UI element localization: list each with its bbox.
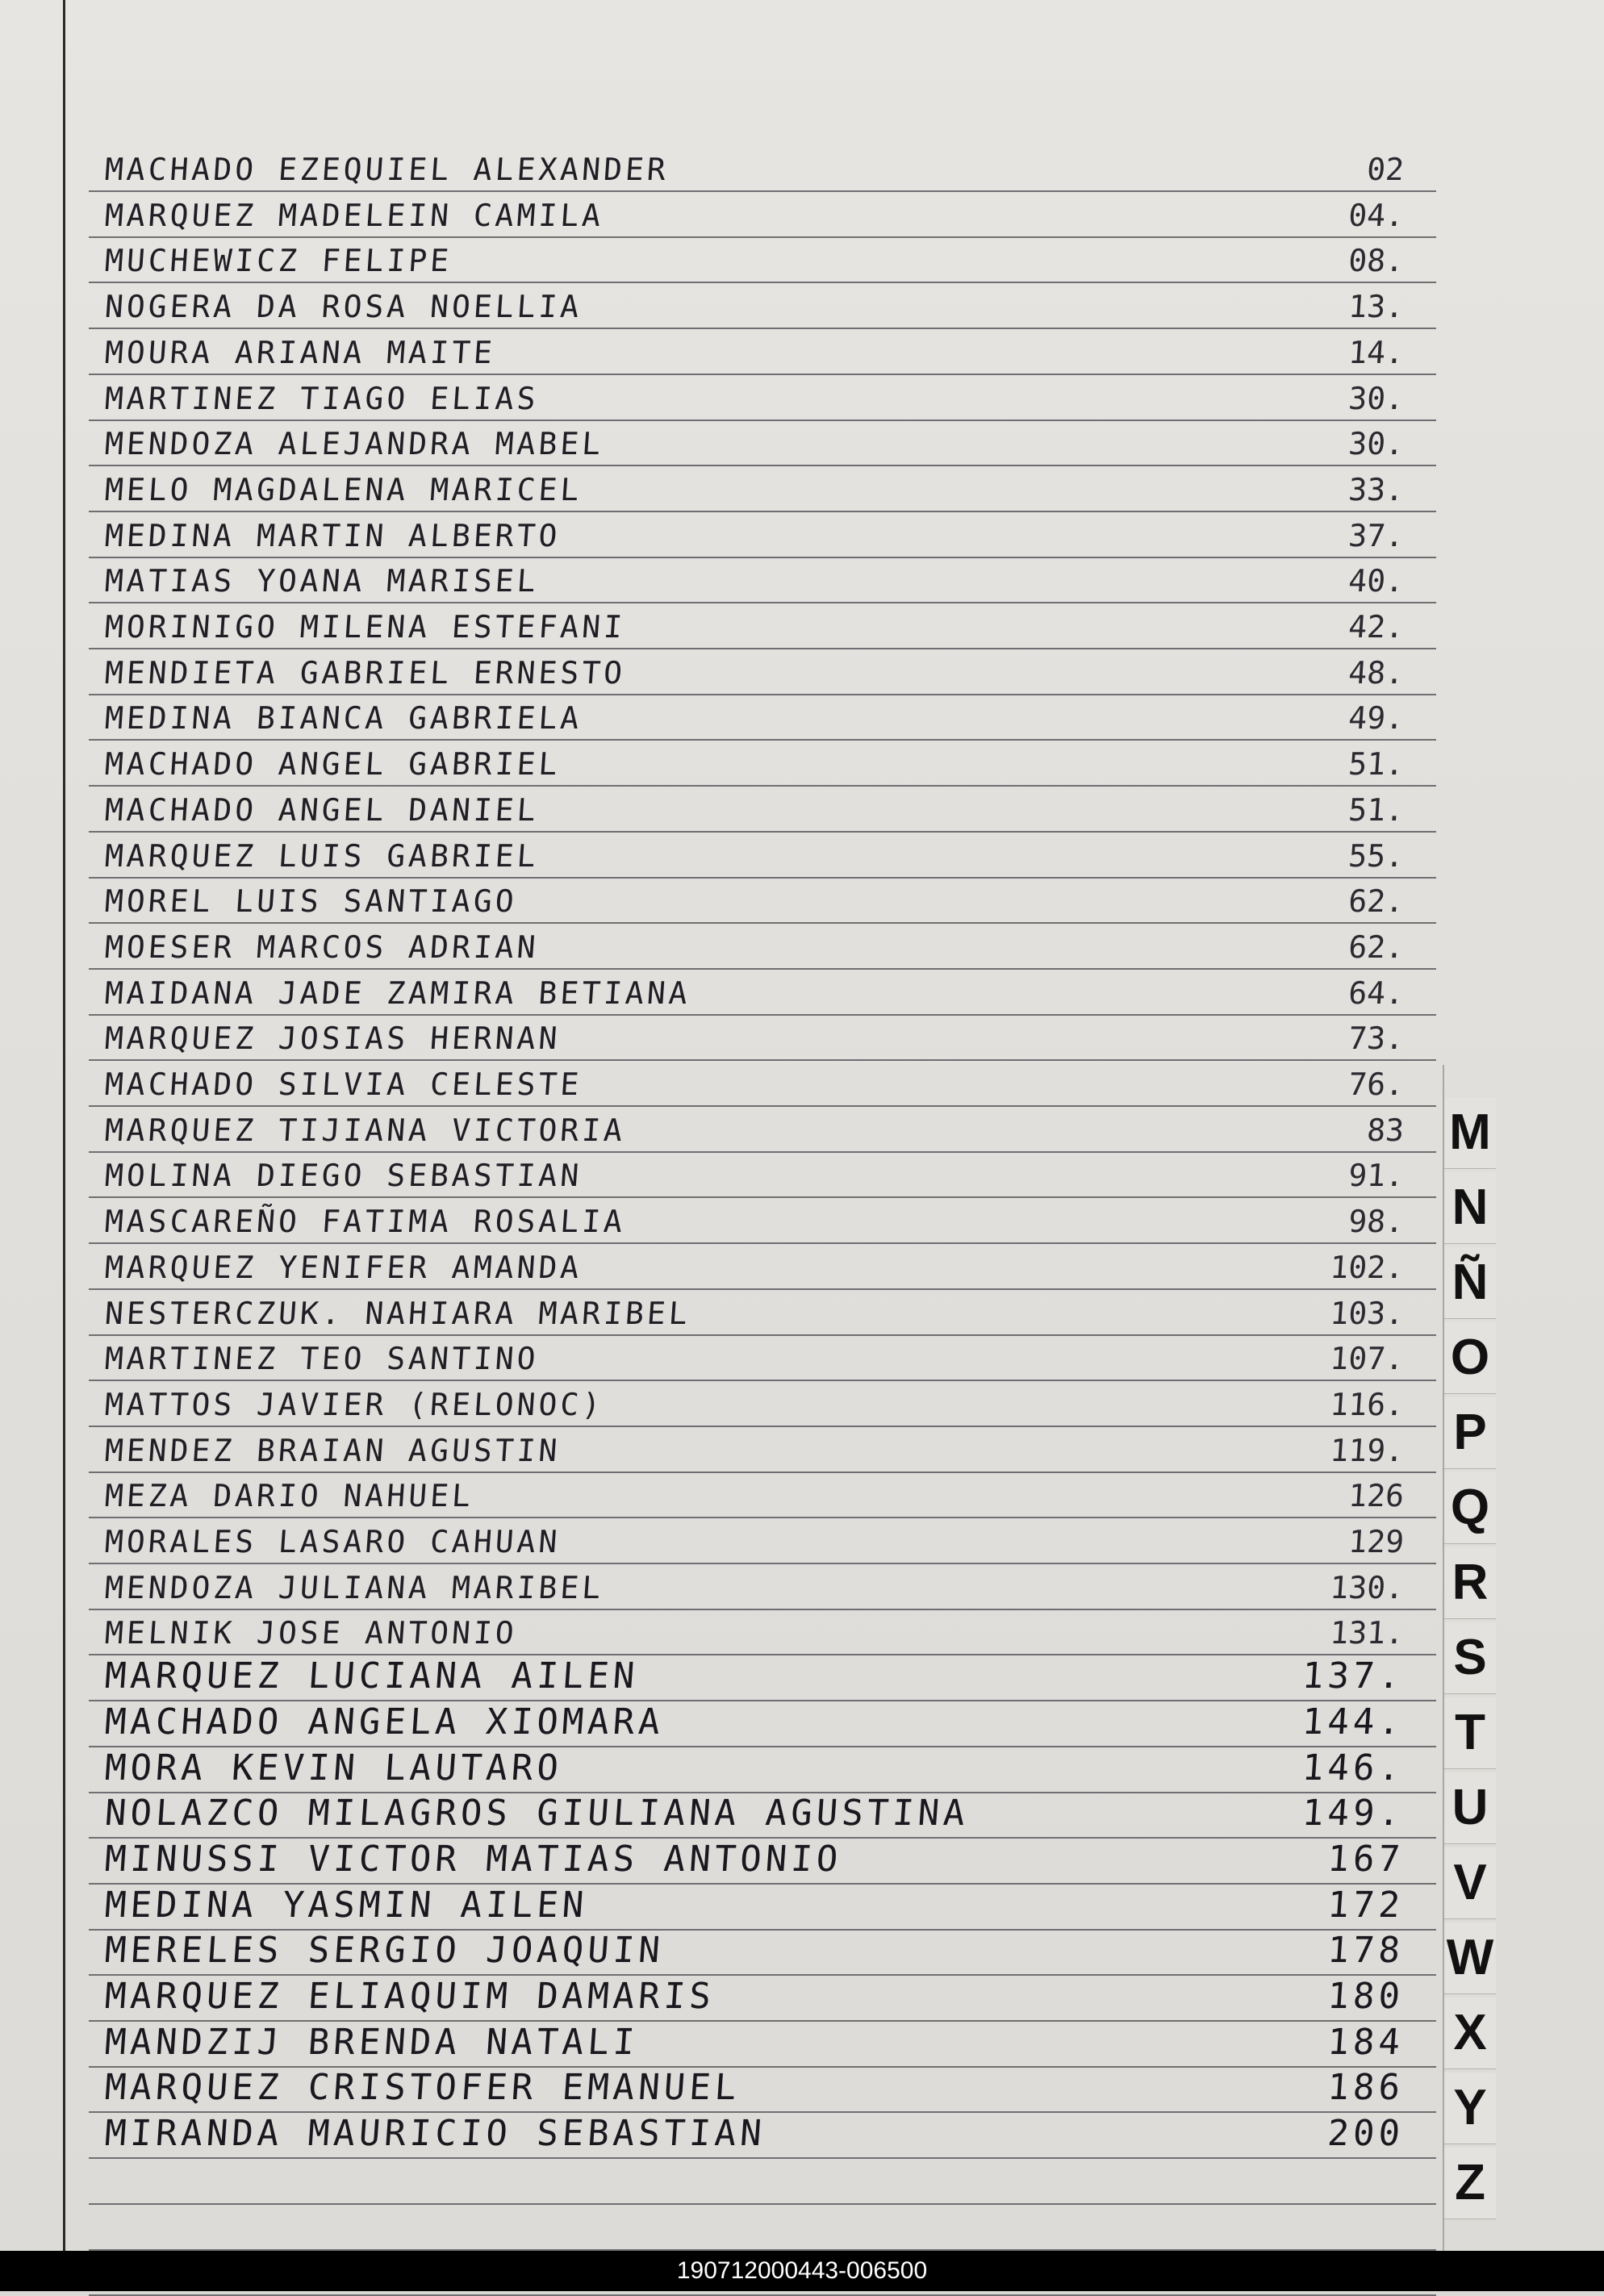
list-item bbox=[89, 284, 1436, 329]
entry-number: 91. bbox=[1347, 1158, 1406, 1194]
entry-name: MACHADO ANGEL GABRIEL bbox=[103, 746, 562, 783]
entry-name: MATTOS JAVIER (RELONOC) bbox=[103, 1386, 605, 1422]
index-tab[interactable]: Z bbox=[1444, 2148, 1496, 2219]
entry-number: 51. bbox=[1347, 791, 1406, 828]
list-item bbox=[89, 1428, 1436, 1473]
list-item bbox=[89, 971, 1436, 1016]
index-tab[interactable]: W bbox=[1444, 1922, 1496, 1994]
entry-number: 131. bbox=[1328, 1615, 1406, 1651]
index-tab[interactable]: T bbox=[1444, 1697, 1496, 1769]
entry-number: 64. bbox=[1347, 975, 1406, 1011]
entry-number: 107. bbox=[1328, 1341, 1406, 1377]
entry-name: MELNIK JOSE ANTONIO bbox=[103, 1615, 519, 1651]
list-item bbox=[89, 193, 1436, 238]
entry-name: MARQUEZ ELIAQUIM DAMARIS bbox=[103, 1976, 716, 2017]
entry-number: 130. bbox=[1328, 1569, 1406, 1605]
document-id: 190712000443-006500 bbox=[676, 2257, 928, 2284]
entry-number: 149. bbox=[1301, 1793, 1406, 1835]
list-item bbox=[89, 1153, 1436, 1198]
list-item bbox=[89, 833, 1436, 879]
entry-name: MIRANDA MAURICIO SEBASTIAN bbox=[103, 2113, 767, 2155]
entry-number: 98. bbox=[1347, 1204, 1406, 1240]
entry-number: 172 bbox=[1326, 1884, 1406, 1926]
index-tab[interactable]: S bbox=[1444, 1622, 1496, 1694]
entry-name: MOREL LUIS SANTIAGO bbox=[103, 883, 519, 920]
list-item bbox=[89, 421, 1436, 466]
entry-name: MEDINA BIANCA GABRIELA bbox=[103, 700, 583, 737]
list-item bbox=[89, 147, 1436, 192]
list-item bbox=[89, 604, 1436, 649]
entry-name: MEDINA YASMIN AILEN bbox=[103, 1884, 590, 1926]
entry-number: 02 bbox=[1365, 152, 1406, 187]
entry-name: MENDOZA ALEJANDRA MABEL bbox=[103, 426, 605, 462]
list-item bbox=[89, 2023, 1436, 2068]
entry-name: MARQUEZ CRISTOFER EMANUEL bbox=[103, 2067, 742, 2109]
list-item bbox=[89, 925, 1436, 970]
entry-name: MACHADO SILVIA CELESTE bbox=[103, 1067, 583, 1102]
entry-name: MACHADO ANGELA XIOMARA bbox=[103, 1701, 666, 1743]
entry-number: 62. bbox=[1347, 929, 1406, 965]
entry-name: MENDOZA JULIANA MARIBEL bbox=[103, 1569, 605, 1605]
entry-name: MENDIETA GABRIEL ERNESTO bbox=[103, 654, 627, 691]
entry-number: 146. bbox=[1301, 1747, 1406, 1789]
entry-name: MORA KEVIN LAUTARO bbox=[103, 1747, 564, 1789]
blank-line bbox=[89, 2160, 1436, 2205]
entry-name: NOGERA DA ROSA NOELLIA bbox=[103, 289, 583, 325]
list-item bbox=[89, 879, 1436, 924]
entry-number: 178 bbox=[1326, 1930, 1406, 1972]
list-item bbox=[89, 1108, 1436, 1153]
entry-number: 37. bbox=[1347, 517, 1406, 553]
entry-number: 83 bbox=[1365, 1112, 1406, 1148]
entry-name: MORALES LASARO CAHUAN bbox=[103, 1524, 562, 1559]
entry-name: MACHADO ANGEL DANIEL bbox=[103, 791, 541, 828]
blank-line bbox=[89, 2206, 1436, 2251]
entry-name: MELO MAGDALENA MARICEL bbox=[103, 471, 583, 507]
list-item bbox=[89, 1702, 1436, 1747]
list-item bbox=[89, 1245, 1436, 1290]
entry-number: 167 bbox=[1326, 1838, 1406, 1880]
entry-number: 144. bbox=[1301, 1701, 1406, 1743]
list-item bbox=[89, 1016, 1436, 1061]
entry-number: 04. bbox=[1347, 197, 1406, 233]
entry-name: MASCAREÑO FATIMA ROSALIA bbox=[103, 1204, 627, 1240]
list-item bbox=[89, 330, 1436, 375]
list-item bbox=[89, 1291, 1436, 1336]
entry-number: 137. bbox=[1301, 1655, 1406, 1697]
entry-number: 51. bbox=[1347, 746, 1406, 783]
list-item bbox=[89, 513, 1436, 558]
list-item bbox=[89, 467, 1436, 512]
entry-name: MARQUEZ LUCIANA AILEN bbox=[103, 1655, 641, 1697]
entry-number: 55. bbox=[1347, 837, 1406, 874]
entry-number: 13. bbox=[1347, 289, 1406, 325]
list-item bbox=[89, 2114, 1436, 2159]
entry-number: 126 bbox=[1347, 1478, 1406, 1514]
entry-name: MOESER MARCOS ADRIAN bbox=[103, 929, 541, 965]
entry-name: MINUSSI VICTOR MATIAS ANTONIO bbox=[103, 1838, 844, 1880]
list-item bbox=[89, 1473, 1436, 1518]
margin-line bbox=[63, 0, 65, 2251]
footer-bar bbox=[0, 2251, 1604, 2291]
entry-name: MEDINA MARTIN ALBERTO bbox=[103, 517, 562, 553]
index-tab[interactable]: N bbox=[1444, 1172, 1496, 1244]
entry-number: 48. bbox=[1347, 654, 1406, 691]
entry-number: 40. bbox=[1347, 563, 1406, 599]
index-tab[interactable]: M bbox=[1444, 1097, 1496, 1169]
entry-name: MAIDANA JADE ZAMIRA BETIANA bbox=[103, 975, 692, 1011]
index-tab[interactable]: R bbox=[1444, 1547, 1496, 1619]
index-tab[interactable]: O bbox=[1444, 1322, 1496, 1394]
entry-number: 42. bbox=[1347, 609, 1406, 645]
index-tab[interactable]: Q bbox=[1444, 1472, 1496, 1544]
entry-number: 103. bbox=[1328, 1295, 1406, 1331]
entry-name: MANDZIJ BRENDA NATALI bbox=[103, 2021, 641, 2063]
entry-number: 184 bbox=[1326, 2021, 1406, 2063]
entry-number: 33. bbox=[1347, 471, 1406, 507]
entry-name: MACHADO EZEQUIEL ALEXANDER bbox=[103, 152, 670, 187]
list-item bbox=[89, 1519, 1436, 1564]
entry-number: 180 bbox=[1326, 1976, 1406, 2017]
entry-name: MOURA ARIANA MAITE bbox=[103, 334, 497, 370]
entry-name: MUCHEWICZ FELIPE bbox=[103, 243, 453, 279]
list-item bbox=[89, 741, 1436, 787]
index-tab[interactable]: X bbox=[1444, 1998, 1496, 2069]
entry-number: 62. bbox=[1347, 883, 1406, 920]
entry-number: 76. bbox=[1347, 1067, 1406, 1102]
list-item bbox=[89, 1748, 1436, 1793]
index-tab[interactable]: P bbox=[1444, 1397, 1496, 1469]
index-tab[interactable]: Y bbox=[1444, 2073, 1496, 2144]
entry-name: MOLINA DIEGO SEBASTIAN bbox=[103, 1158, 583, 1194]
entry-name: NOLAZCO MILAGROS GIULIANA AGUSTINA bbox=[103, 1793, 971, 1835]
entry-name: MERELES SERGIO JOAQUIN bbox=[103, 1930, 666, 1972]
entry-name: MARQUEZ MADELEIN CAMILA bbox=[103, 197, 605, 233]
entry-number: 119. bbox=[1328, 1432, 1406, 1468]
entry-number: 73. bbox=[1347, 1021, 1406, 1057]
list-item bbox=[89, 1382, 1436, 1427]
index-tab[interactable]: Ñ bbox=[1444, 1247, 1496, 1319]
list-item bbox=[89, 238, 1436, 283]
list-item bbox=[89, 376, 1436, 421]
list-item bbox=[89, 1793, 1436, 1839]
list-item bbox=[89, 695, 1436, 741]
entry-name: MEZA DARIO NAHUEL bbox=[103, 1478, 475, 1514]
entry-number: 08. bbox=[1347, 243, 1406, 279]
list-item bbox=[89, 1931, 1436, 1976]
list-item bbox=[89, 1656, 1436, 1701]
list-item bbox=[89, 1199, 1436, 1244]
list-item bbox=[89, 1885, 1436, 1931]
list-item bbox=[89, 787, 1436, 833]
entry-number: 186 bbox=[1326, 2067, 1406, 2109]
entry-name: MARTINEZ TEO SANTINO bbox=[103, 1341, 541, 1377]
entry-name: MENDEZ BRAIAN AGUSTIN bbox=[103, 1432, 562, 1468]
entry-name: MATIAS YOANA MARISEL bbox=[103, 563, 541, 599]
entry-name: NESTERCZUK. NAHIARA MARIBEL bbox=[103, 1295, 692, 1331]
list-item bbox=[89, 1610, 1436, 1655]
list-item bbox=[89, 1062, 1436, 1107]
entry-name: MARQUEZ JOSIAS HERNAN bbox=[103, 1021, 562, 1057]
entry-name: MARQUEZ TIJIANA VICTORIA bbox=[103, 1112, 627, 1148]
entry-number: 200 bbox=[1326, 2113, 1406, 2155]
entry-number: 49. bbox=[1347, 700, 1406, 737]
entry-number: 129 bbox=[1347, 1524, 1406, 1559]
list-item bbox=[89, 2068, 1436, 2113]
entry-number: 30. bbox=[1347, 426, 1406, 462]
list-item bbox=[89, 558, 1436, 603]
list-item bbox=[89, 1977, 1436, 2022]
list-item bbox=[89, 1336, 1436, 1381]
list-item bbox=[89, 650, 1436, 695]
entry-number: 102. bbox=[1328, 1249, 1406, 1285]
entry-number: 14. bbox=[1347, 334, 1406, 370]
list-item bbox=[89, 1565, 1436, 1610]
entry-number: 30. bbox=[1347, 380, 1406, 416]
index-tab[interactable]: U bbox=[1444, 1772, 1496, 1844]
entry-name: MARQUEZ LUIS GABRIEL bbox=[103, 837, 541, 874]
entry-name: MARQUEZ YENIFER AMANDA bbox=[103, 1249, 583, 1285]
entry-name: MARTINEZ TIAGO ELIAS bbox=[103, 380, 541, 416]
entry-number: 116. bbox=[1328, 1386, 1406, 1422]
list-item bbox=[89, 1839, 1436, 1885]
index-tab[interactable]: V bbox=[1444, 1847, 1496, 1919]
entry-name: MORINIGO MILENA ESTEFANI bbox=[103, 609, 627, 645]
